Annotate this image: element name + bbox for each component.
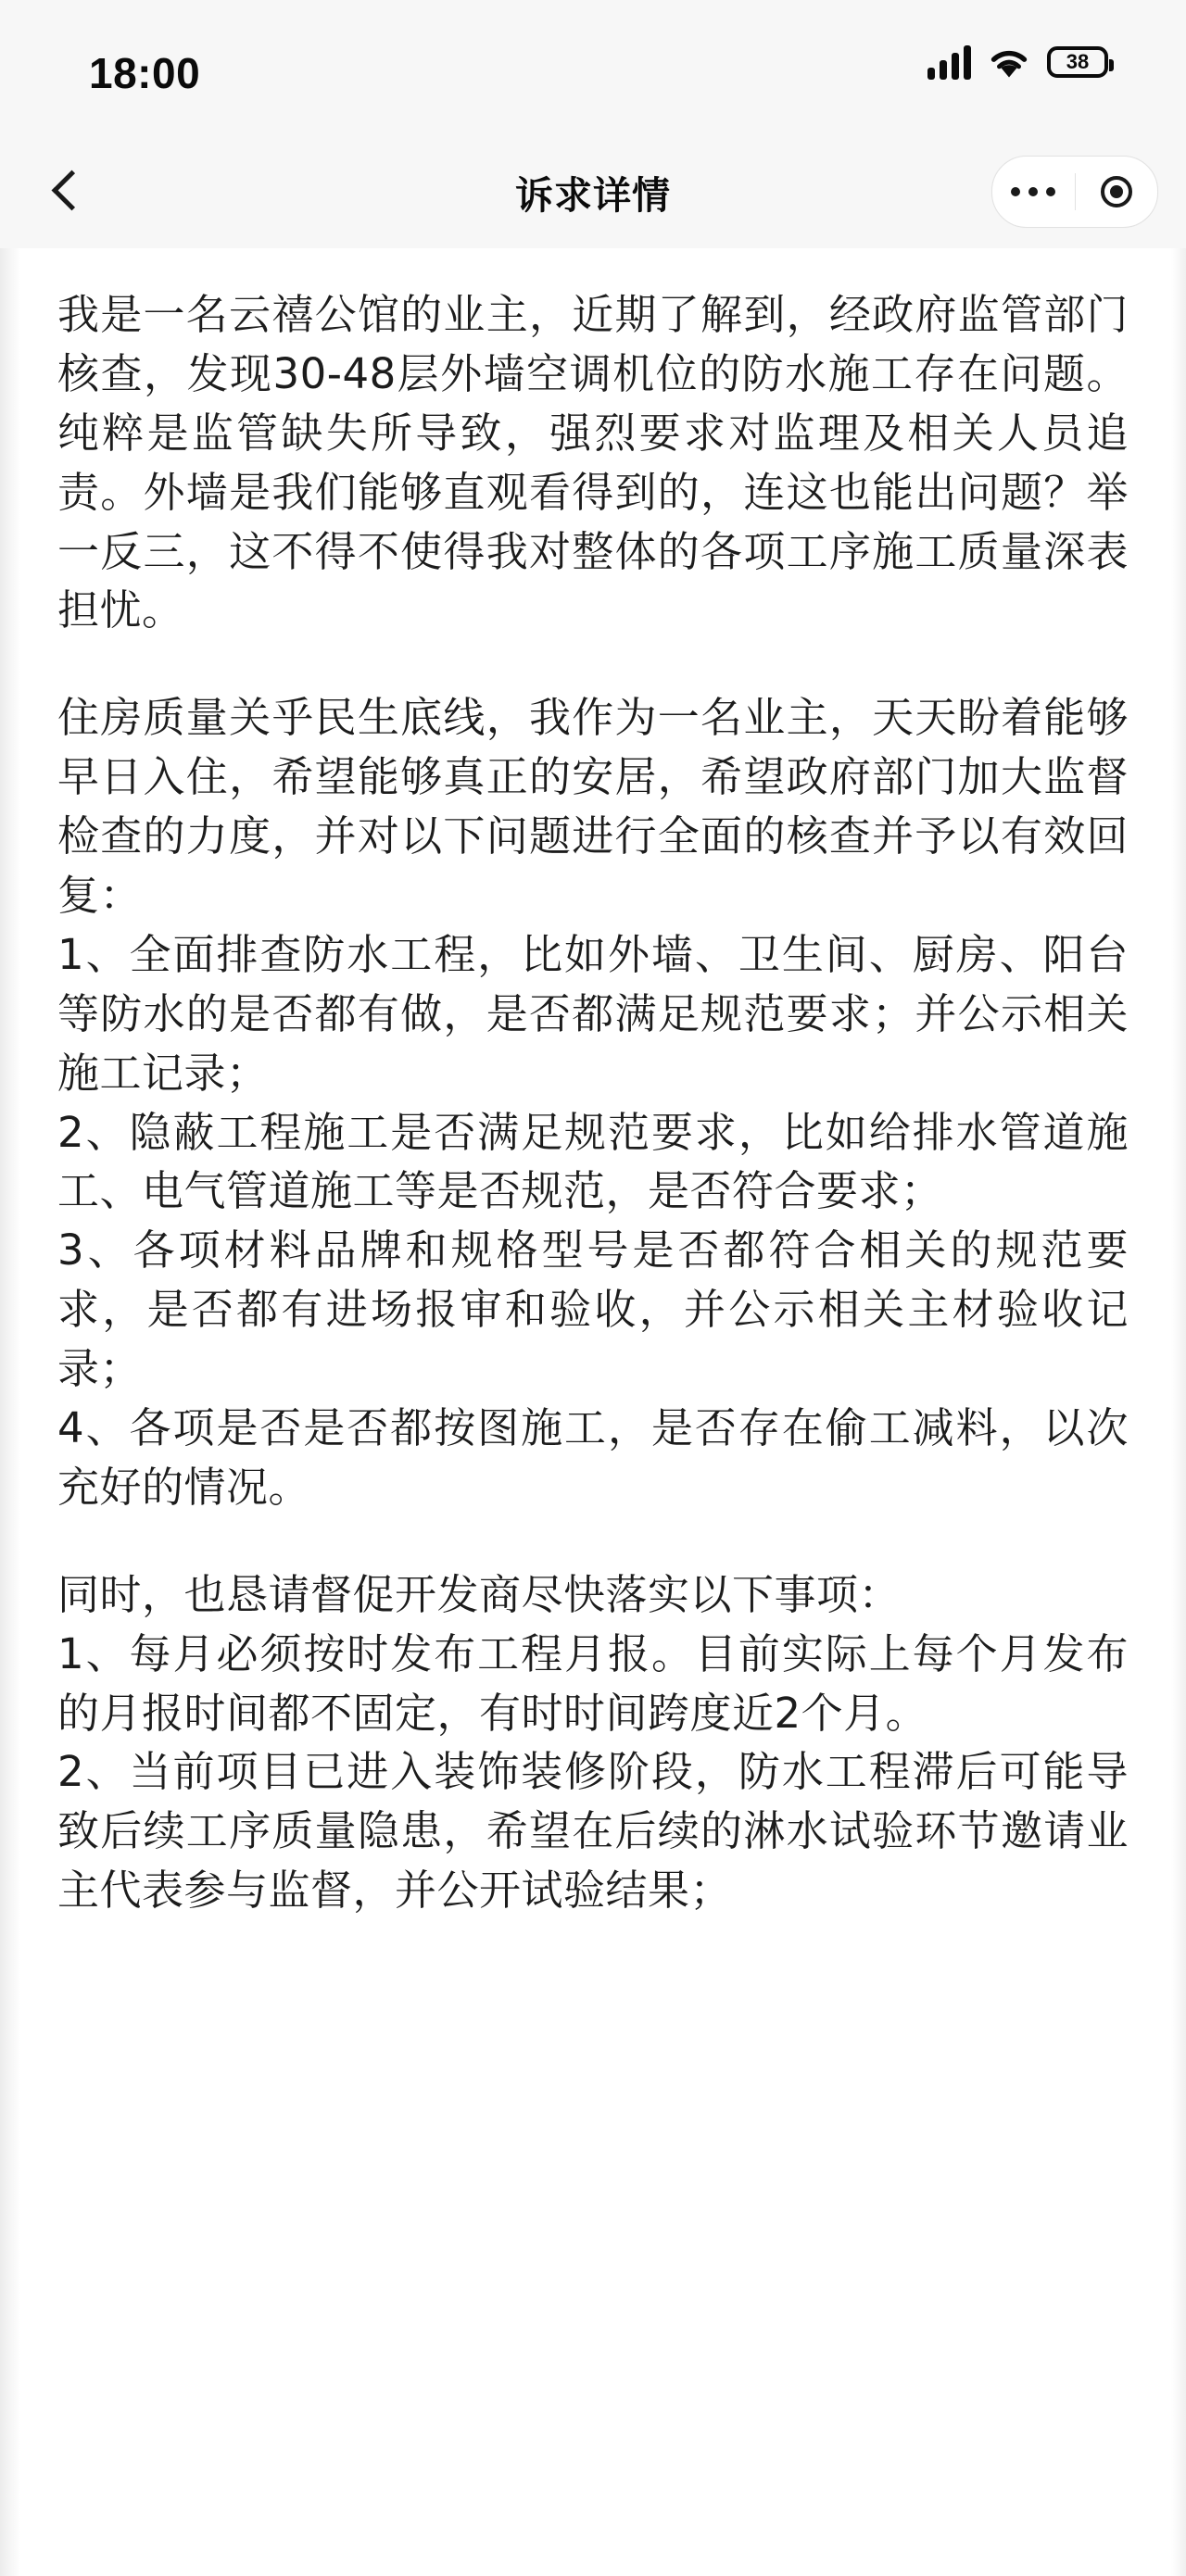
paragraph: 1、全面排查防水工程，比如外墙、卫生间、厨房、阳台等防水的是否都有做，是否都满足规范要求；并公示相关施工记录； — [57, 929, 1129, 1098]
paragraph: 4、各项是否是否都按图施工，是否存在偷工减料，以次充好的情况。 — [57, 1403, 1129, 1512]
appeal-detail-body — [0, 248, 1186, 1920]
page-title: 诉求详情 — [515, 174, 671, 217]
paragraph: 3、各项材料品牌和规格型号是否都符合相关的规范要求，是否都有进场报审和验收，并公示相关主材验收记录； — [57, 1225, 1129, 1394]
cellular-signal-icon — [927, 44, 971, 80]
target-circle-icon[interactable] — [1076, 176, 1158, 207]
battery-level-label: 38 — [1066, 50, 1090, 73]
more-dots-icon[interactable] — [992, 187, 1075, 196]
paragraph: 我是一名云禧公馆的业主，近期了解到，经政府监管部门核查，发现30-48层外墙空调机位的防水施工存在问题。纯粹是监管缺失所导致，强烈要求对监理及相关人员追责。外墙是我们能够直观看得到的，连这也能出问题？举一反三，这不得不使得我对整体的各项工序施工质量深表担忧。 — [57, 290, 1129, 635]
paragraph: 2、隐蔽工程施工是否满足规范要求，比如给排水管道施工、电气管道施工等是否规范，是否符合要求； — [57, 1107, 1129, 1216]
paragraph: 1、每月必须按时发布工程月报。目前实际上每个月发布的月报时间都不固定，有时时间跨度近2个月。 — [57, 1628, 1129, 1738]
mini-program-capsule — [991, 156, 1158, 228]
paragraph: 住房质量关乎民生底线，我作为一名业主，天天盼着能够早日入住，希望能够真正的安居，希望政府部门加大监督检查的力度，并对以下问题进行全面的核查并予以有效回复： — [57, 693, 1129, 921]
paragraph: 2、当前项目已进入装饰装修阶段，防水工程滞后可能导致后续工序质量隐患，希望在后续的淋水试验环节邀请业主代表参与监督，并公开试验结果； — [57, 1747, 1129, 1916]
status-bar — [0, 0, 1186, 139]
status-time: 18:00 — [89, 49, 201, 97]
navigation-bar — [0, 139, 1186, 248]
content-area[interactable] — [0, 248, 1186, 2576]
status-indicators — [927, 44, 1108, 80]
battery-icon — [1047, 46, 1108, 78]
wifi-icon — [988, 45, 1030, 79]
paragraph: 同时，也恳请督促开发商尽快落实以下事项： — [57, 1569, 902, 1619]
